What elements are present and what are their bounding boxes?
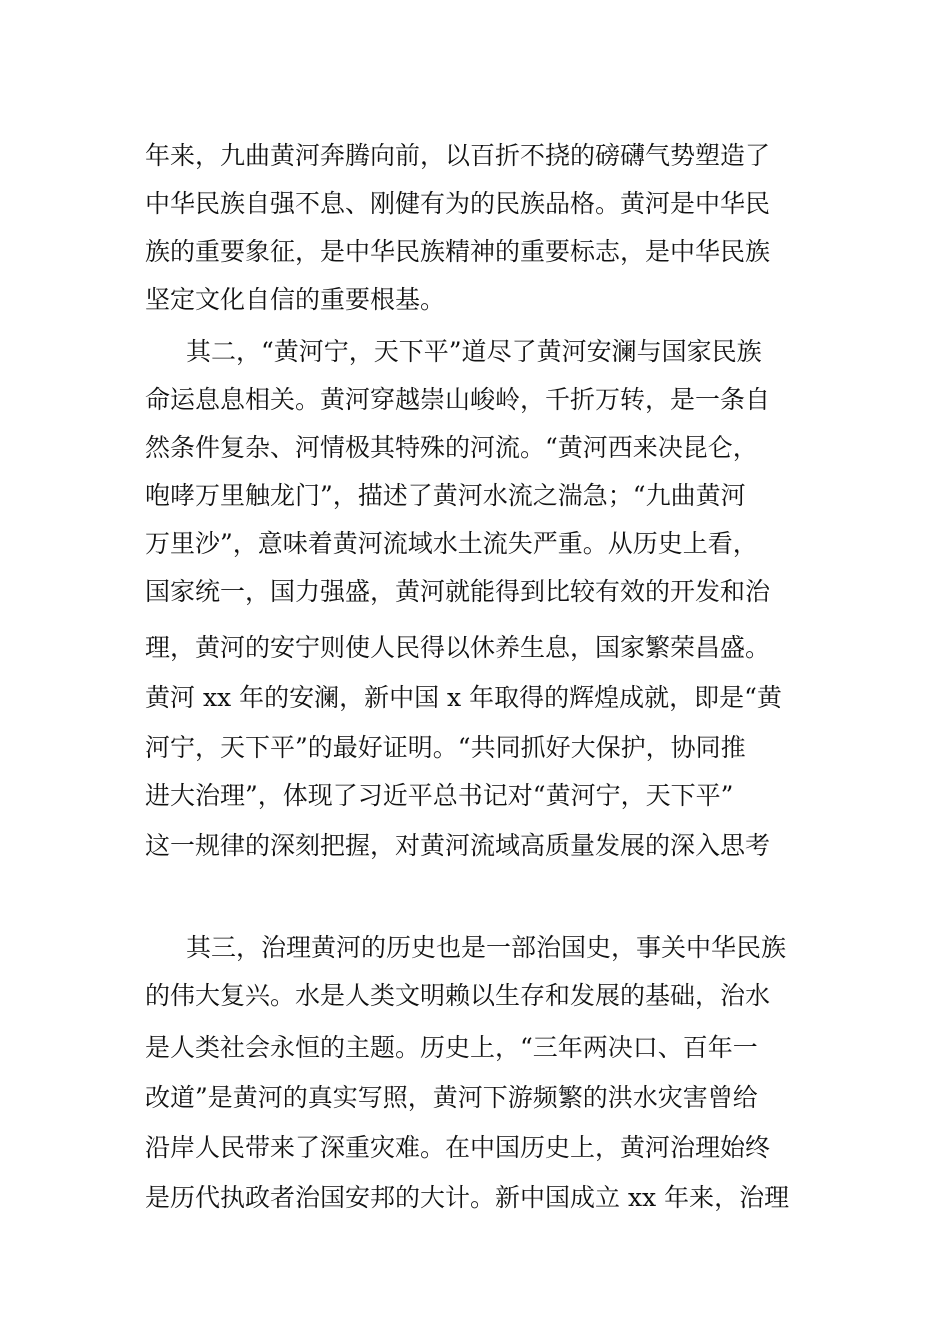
text-line: 国家统一，国力强盛，黄河就能得到比较有效的开发和治 bbox=[145, 577, 771, 606]
text-line: 然条件复杂、河情极其特殊的河流。“黄河西来决昆仑， bbox=[145, 433, 758, 462]
text-line: 河宁，天下平”的最好证明。“共同抓好大保护，协同推 bbox=[145, 733, 746, 762]
text-line: 改道”是黄河的真实写照，黄河下游频繁的洪水灾害曾给 bbox=[145, 1083, 758, 1112]
text-line: 咆哮万里触龙门”，描述了黄河水流之湍急；“九曲黄河 bbox=[145, 481, 746, 510]
text-line: 命运息息相关。黄河穿越崇山峻岭，千折万转，是一条自 bbox=[145, 385, 771, 414]
text-line: 沿岸人民带来了深重灾难。在中国历史上，黄河治理始终 bbox=[145, 1133, 771, 1162]
text-line: 是人类社会永恒的主题。历史上，“三年两决口、百年一 bbox=[145, 1033, 758, 1062]
text-line: 坚定文化自信的重要根基。 bbox=[145, 285, 446, 314]
text-line: 族的重要象征，是中华民族精神的重要标志，是中华民族 bbox=[145, 237, 771, 266]
text-line: 其二，“黄河宁，天下平”道尽了黄河安澜与国家民族 bbox=[186, 337, 762, 366]
text-line: 理，黄河的安宁则使人民得以休养生息，国家繁荣昌盛。 bbox=[145, 633, 771, 662]
text-line: 其三，治理黄河的历史也是一部治国史，事关中华民族 bbox=[186, 933, 787, 962]
text-line: 万里沙”，意味着黄河流域水土流失严重。从历史上看， bbox=[145, 529, 758, 558]
text-line: 中华民族自强不息、刚健有为的民族品格。黄河是中华民 bbox=[145, 189, 771, 218]
text-line: 进大治理”，体现了习近平总书记对“黄河宁，天下平” bbox=[145, 781, 734, 810]
text-line: 这一规律的深刻把握，对黄河流域高质量发展的深入思考 bbox=[145, 831, 771, 860]
text-line: 年来，九曲黄河奔腾向前，以百折不挠的磅礴气势塑造了 bbox=[145, 141, 771, 170]
text-line: 黄河 xx 年的安澜，新中国 x 年取得的辉煌成就，即是“黄 bbox=[145, 683, 782, 712]
text-line: 是历代执政者治国安邦的大计。新中国成立 xx 年来，治理 bbox=[145, 1183, 790, 1212]
text-line: 的伟大复兴。水是人类文明赖以生存和发展的基础，治水 bbox=[145, 981, 771, 1010]
